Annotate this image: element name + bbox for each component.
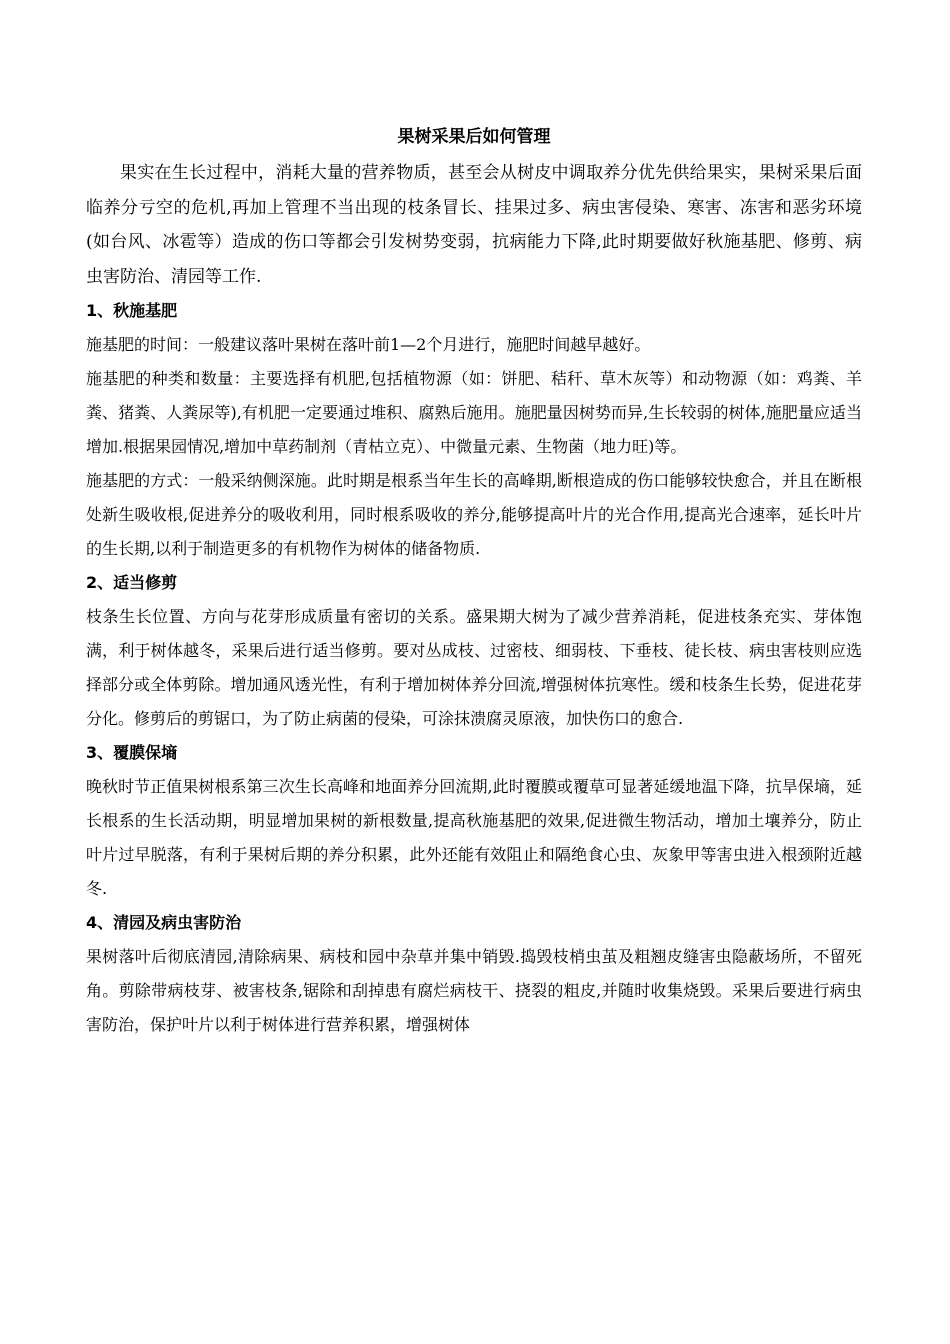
section-heading-mulching: 3、覆膜保墒 (86, 743, 178, 762)
section-heading-pruning: 2、适当修剪 (86, 573, 178, 592)
section-heading-fertilizer: 1、秋施基肥 (86, 301, 178, 320)
pruning-paragraph: 枝条生长位置、方向与花芽形成质量有密切的关系。盛果期大树为了减少营养消耗，促进枝条充实、芽体饱满，利于树体越冬，采果后进行适当修剪。要对丛成枝、过密枝、细弱枝、下垂枝、徒长枝、病虫害枝则应选择部分或全体剪除。增加通风透光性，有利于增加树体养分回流,增强树体抗寒性。缓和枝条生长势，促进花芽分化。修剪后的剪锯口，为了防止病菌的侵染，可涂抹溃腐灵原液，加快伤口的愈合. (86, 607, 862, 728)
orchard-cleaning-paragraph: 果树落叶后彻底清园,清除病果、病枝和园中杂草并集中销毁.捣毁枝梢虫茧及粗翘皮缝害虫隐蔽场所，不留死角。剪除带病枝芽、被害枝条,锯除和刮掉患有腐烂病枝干、挠裂的粗皮,并随时收集烧毁。采果后要进行病虫害防治，保护叶片以利于树体进行营养积累，增强树体 (86, 947, 862, 1034)
fertilizer-type-paragraph: 施基肥的种类和数量：主要选择有机肥,包括植物源（如：饼肥、秸秆、草木灰等）和动物源（如：鸡粪、羊粪、猪粪、人粪尿等),有机肥一定要通过堆积、腐熟后施用。施肥量因树势而异,生长较弱的树体,施肥量应适当增加.根据果园情况,增加中草药制剂（青枯立克）、中微量元素、生物菌（地力旺)等。 (86, 369, 862, 456)
document-title: 果树采果后如何管理 (397, 127, 551, 147)
document-page (86, 118, 862, 1042)
fertilizer-time-paragraph: 施基肥的时间：一般建议落叶果树在落叶前1—2个月进行，施肥时间越早越好。 (86, 335, 651, 354)
mulching-paragraph: 晚秋时节正值果树根系第三次生长高峰和地面养分回流期,此时覆膜或覆草可显著延缓地温下降，抗旱保墒，延长根系的生长活动期，明显增加果树的新根数量,提高秋施基肥的效果,促进微生物活动，增加土壤养分，防止叶片过早脱落，有利于果树后期的养分积累，此外还能有效阻止和隔绝食心虫、灰象甲等害虫进入根颈附近越冬. (86, 777, 862, 898)
fertilizer-method-paragraph: 施基肥的方式：一般采纳侧深施。此时期是根系当年生长的高峰期,断根造成的伤口能够较快愈合，并且在断根处新生吸收根,促进养分的吸收利用，同时根系吸收的养分,能够提高叶片的光合作用,提高光合速率，延长叶片的生长期,以利于制造更多的有机物作为树体的储备物质. (86, 471, 862, 558)
intro-paragraph: 果实在生长过程中，消耗大量的营养物质，甚至会从树皮中调取养分优先供给果实，果树采果后面临养分亏空的危机,再加上管理不当出现的枝条冒长、挂果过多、病虫害侵染、寒害、冻害和恶劣环境(如台风、冰雹等）造成的伤口等都会引发树势变弱，抗病能力下降,此时期要做好秋施基肥、修剪、病虫害防治、清园等工作. (86, 163, 862, 287)
section-heading-orchard-cleaning: 4、清园及病虫害防治 (86, 913, 242, 932)
